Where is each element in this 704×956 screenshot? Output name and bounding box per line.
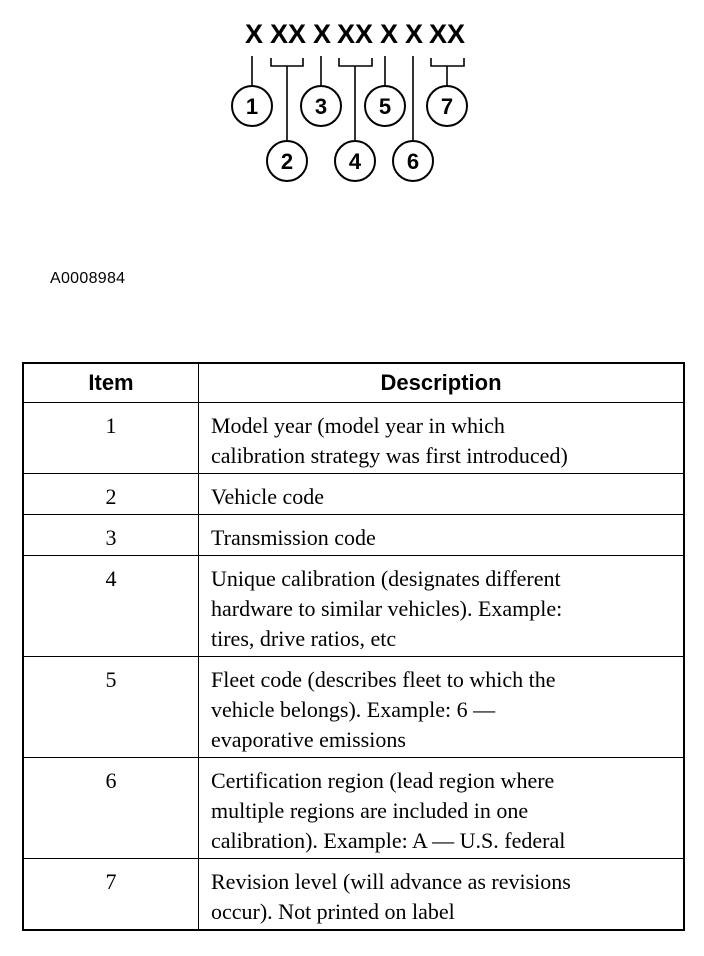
table-row xyxy=(23,758,684,859)
code-group-6: X xyxy=(404,19,424,49)
code-group-7: XX xyxy=(428,19,466,49)
item-description xyxy=(199,758,685,859)
table-header-row xyxy=(23,363,684,403)
callout-2 xyxy=(267,141,307,181)
item-number: 1 xyxy=(23,403,199,474)
description-line: tires, drive ratios, etc xyxy=(211,626,397,651)
description-line: hardware to similar vehicles). Example: xyxy=(211,596,563,621)
table-row xyxy=(23,515,684,556)
calibration-code-diagram xyxy=(0,0,704,230)
table-row xyxy=(23,859,684,931)
code-group-5: X xyxy=(379,19,399,49)
callout-6-label: 6 xyxy=(406,149,420,174)
description-line: multiple regions are included in one xyxy=(211,798,529,823)
description-line: calibration). Example: A — U.S. federal xyxy=(211,828,566,853)
item-description xyxy=(199,474,685,515)
callout-4 xyxy=(335,141,375,181)
description-line: Unique calibration (designates different xyxy=(211,566,561,591)
item-description xyxy=(199,859,685,931)
item-description xyxy=(199,657,685,758)
callout-7-label: 7 xyxy=(440,94,454,119)
header-item: Item xyxy=(23,363,199,403)
legend-table xyxy=(22,362,685,931)
item-number: 3 xyxy=(23,515,199,556)
table-row xyxy=(23,556,684,657)
callout-6 xyxy=(393,141,433,181)
item-description xyxy=(199,556,685,657)
description-line: Transmission code xyxy=(211,525,376,550)
callout-1 xyxy=(232,86,272,126)
callout-1-label: 1 xyxy=(245,94,259,119)
callout-5-label: 5 xyxy=(378,94,392,119)
description-line: Fleet code (describes fleet to which the xyxy=(211,667,556,692)
callout-7 xyxy=(427,86,467,126)
code-group-4: XX xyxy=(336,19,374,49)
callout-5 xyxy=(365,86,405,126)
table-row xyxy=(23,403,684,474)
code-group-3: X xyxy=(312,19,332,49)
description-line: vehicle belongs). Example: 6 — xyxy=(211,697,496,722)
item-number: 4 xyxy=(23,556,199,657)
description-line: Vehicle code xyxy=(211,484,324,509)
callout-2-label: 2 xyxy=(280,149,294,174)
callout-4-label: 4 xyxy=(348,149,362,174)
figure-id: A0008984 xyxy=(50,270,126,287)
table-row xyxy=(23,657,684,758)
code-group-2: XX xyxy=(269,19,307,49)
callout-3 xyxy=(301,86,341,126)
item-number: 7 xyxy=(23,859,199,931)
callout-3-label: 3 xyxy=(314,94,328,119)
description-line: evaporative emissions xyxy=(211,727,406,752)
description-line: calibration strategy was first introduced) xyxy=(211,443,568,468)
item-description xyxy=(199,403,685,474)
header-description: Description xyxy=(199,363,685,403)
description-line: occur). Not printed on label xyxy=(211,899,455,924)
item-number: 2 xyxy=(23,474,199,515)
table-row xyxy=(23,474,684,515)
description-line: Revision level (will advance as revisions xyxy=(211,869,571,894)
item-description xyxy=(199,515,685,556)
description-line: Model year (model year in which xyxy=(211,413,505,438)
item-number: 6 xyxy=(23,758,199,859)
item-number: 5 xyxy=(23,657,199,758)
description-line: Certification region (lead region where xyxy=(211,768,555,793)
code-group-1: X xyxy=(244,19,264,49)
